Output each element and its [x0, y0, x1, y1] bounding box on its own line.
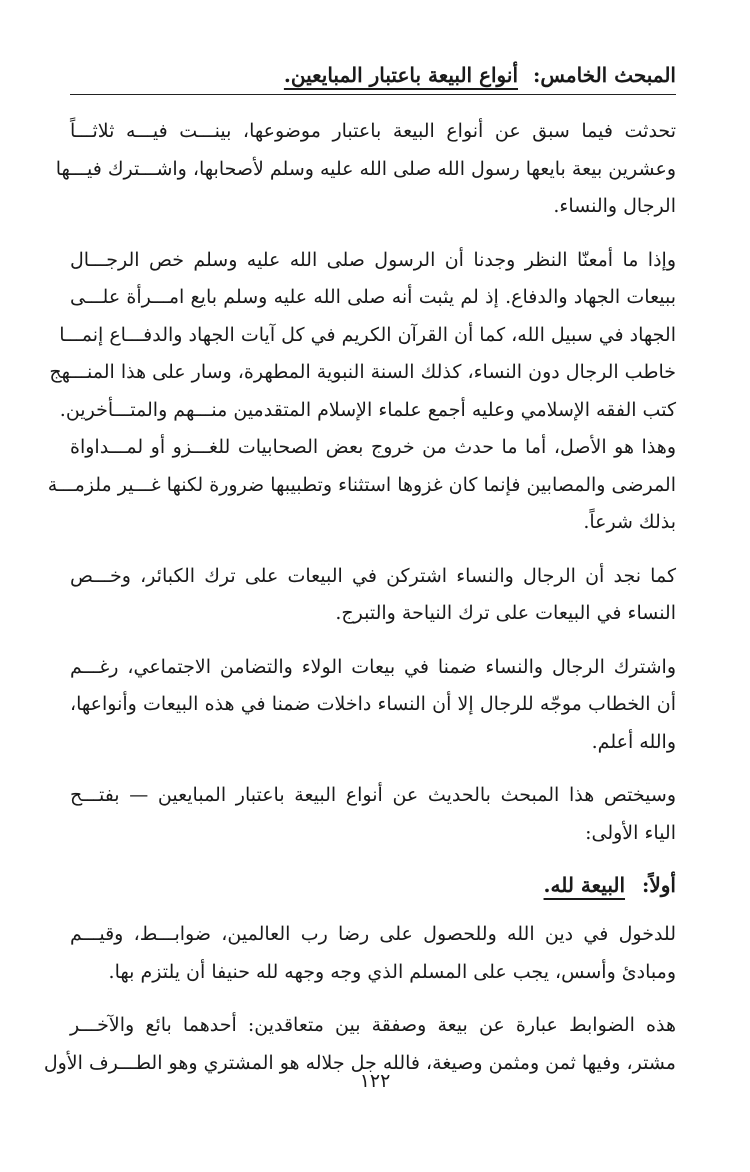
- text-line: مشتر، وفيها ثمن ومثمن وصيغة، فالله جل جلاله هو المشتري وهو الطـــرف الأول: [43, 1051, 676, 1074]
- text-line: وسيختص هذا المبحث بالحديث عن أنواع البيعة باعتبار المبايعين — بفتـــح: [70, 784, 676, 806]
- text-line: تحدثت فيما سبق عن أنواع البيعة باعتبار موضوعها، بينـــت فيـــه ثلاثـــاً: [70, 120, 676, 142]
- subsection-heading-label: أولاً:: [641, 873, 676, 897]
- page-number: ١٢٢: [359, 1070, 391, 1092]
- text-line: كما نجد أن الرجال والنساء اشتركن في البيعات على ترك الكبائر، وخـــص: [70, 564, 676, 587]
- paragraph: [70, 649, 676, 762]
- text-line: خاطب الرجال دون النساء، كذلك السنة النبوية المطهرة، وسار على هذا المنـــهج: [49, 361, 676, 383]
- text-line: وإذا ما أمعنّا النظر وجدنا أن الرسول صلى الله عليه وسلم خص الرجـــال: [70, 248, 676, 271]
- paragraph: [70, 558, 676, 633]
- subsection-heading: [70, 868, 676, 902]
- text-line: وعشرين بيعة بايعها رسول الله صلى الله عليه وسلم لأصحابها، واشـــترك فيـــها: [55, 157, 676, 180]
- body-text-after: [43, 916, 676, 1082]
- section-heading-label: المبحث الخامس:: [532, 63, 676, 87]
- paragraph: [70, 916, 676, 991]
- text-line: المرضى والمصابين فإنما كان غزوها استثناء وتطبيبها ضرورة لكنها غـــير ملزمـــة: [47, 473, 676, 496]
- text-line: ببيعات الجهاد والدفاع. إذ لم يثبت أنه صلى الله عليه وسلم بايع امـــرأة علـــى: [70, 286, 676, 308]
- text-line: أن الخطاب موجّه للرجال إلا أن النساء داخلات ضمنا في هذه البيعات وأنواعها،: [70, 693, 676, 715]
- text-line: للدخول في دين الله وللحصول على رضا رب العالمين، ضوابـــط، وقيـــم: [70, 923, 676, 945]
- text-line: ومبادئ وأسس، يجب على المسلم الذي وجه وجهه لله حنيفا أن يلتزم بها.: [108, 960, 676, 983]
- section-heading: [70, 58, 676, 95]
- text-line: الياء الأولى:: [585, 821, 676, 844]
- text-line: كتب الفقه الإسلامي وعليه أجمع علماء الإسلام المتقدمين منـــهم والمتـــأخرين.: [59, 398, 676, 421]
- body-text-before: [47, 113, 676, 852]
- paragraph: [47, 242, 676, 542]
- text-line: بذلك شرعاً.: [583, 511, 676, 533]
- text-line: هذه الضوابط عبارة عن بيعة وصفقة بين متعاقدين: أحدهما بائع والآخـــر: [70, 1014, 676, 1036]
- section-heading-title: أنواع البيعة باعتبار المبايعين.: [283, 63, 519, 87]
- text-line: النساء في البيعات على ترك النياحة والتبرج.: [335, 602, 676, 624]
- paragraph: [55, 113, 676, 226]
- text-line: وهذا هو الأصل، أما ما حدث من خروج بعض الصحابيات للغـــزو أو لمـــداواة: [70, 436, 676, 458]
- text-line: واشترك الرجال والنساء ضمنا في بيعات الولاء والتضامن الاجتماعي، رغـــم: [70, 655, 676, 678]
- text-line: الجهاد في سبيل الله، كما أن القرآن الكريم في كل آيات الجهاد والدفـــاع إنمـــا: [59, 323, 676, 346]
- subsection-heading-title: البيعة لله.: [543, 873, 626, 897]
- text-line: الرجال والنساء.: [553, 195, 676, 217]
- text-line: والله أعلم.: [591, 730, 676, 753]
- paragraph: [70, 777, 676, 852]
